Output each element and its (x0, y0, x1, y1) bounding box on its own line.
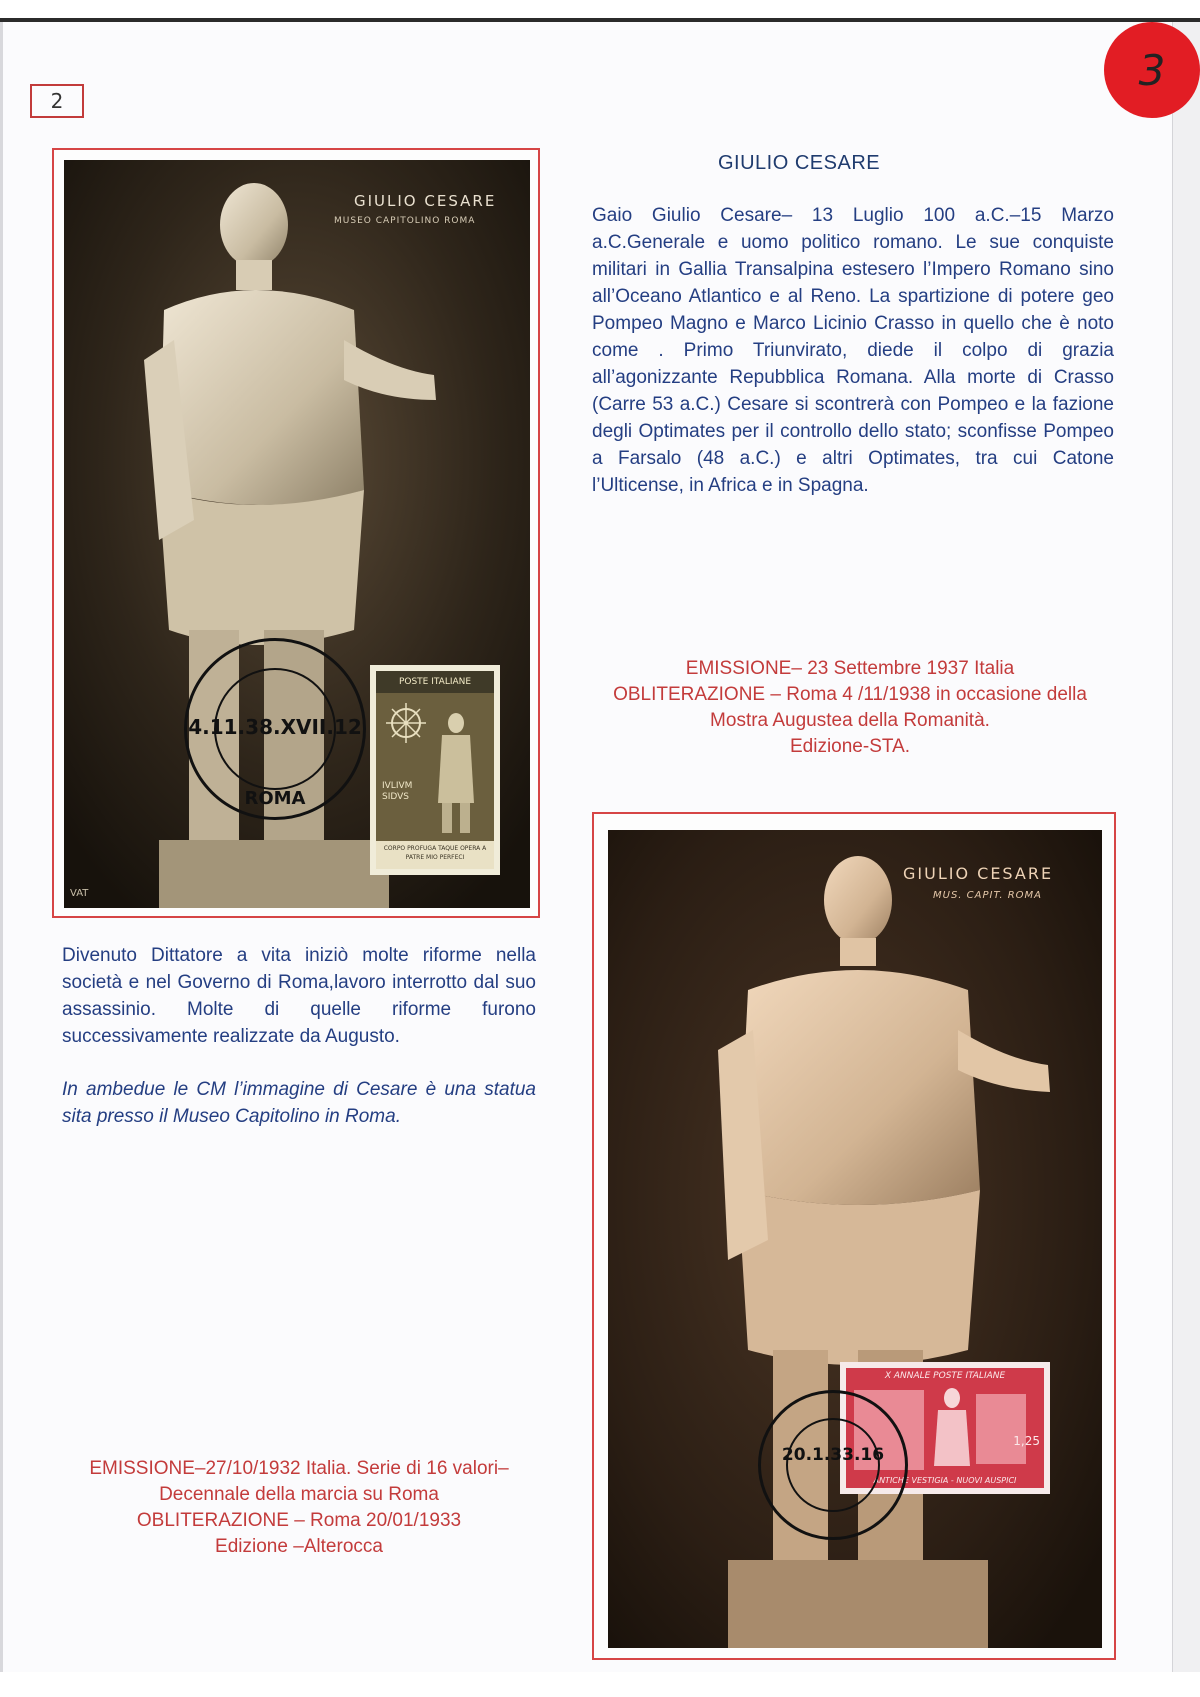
stamp-bimillenario-augusteo (370, 665, 500, 875)
edition-line: Edizione-STA. (789, 736, 911, 757)
sticker-number: 3 (1138, 45, 1166, 95)
left-card-subtitle: MUSEO CAPITOLINO ROMA (334, 216, 476, 226)
publisher-mark: VAT (70, 888, 89, 899)
page-heading: GIULIO CESARE (718, 152, 881, 174)
obliteration-line: OBLITERAZIONE – Roma 20/01/1933 (136, 1510, 462, 1531)
edition-line: Edizione –Alterocca (215, 1536, 383, 1557)
stamp-statue-icon (376, 693, 494, 843)
right-postcard (608, 830, 1102, 1648)
statue-note-italic: In ambedue le CM l’immagine di Cesare è una statua sita presso il Museo Capitolino in Roma. (62, 1079, 536, 1127)
red-sticker (1104, 22, 1200, 118)
emission-note-1932 (58, 1456, 540, 1560)
emission-note-1937 (590, 656, 1110, 760)
right-card-subtitle: MUS. CAPIT. ROMA (933, 890, 1043, 901)
obliteration-line: OBLITERAZIONE – Roma 4 /11/1938 in occasione della Mostra Augustea della Romanità. (613, 684, 1087, 731)
sheet-edge (1172, 22, 1200, 1672)
stamp-inscription: IVLIVM SIDVS (382, 781, 413, 802)
biography-body: – 13 Luglio 100 a.C.–15 Marzo a.C.Generale e uomo politico romano. Le sue conquiste militari in Gallia Transalpina estesero l’Impero Romano sino all’Oceano Atlantico e al Reno. La spartizione di potere geo Pompeo Magno e Marco Licinio Crasso in quello che è noto come . Primo Triunvirato, diede il colpo di grazia all’agonizzante Repubblica Romana. Alla morte di Crasso (Carre 53 a.C.) Cesare si scontrerà con Pompeo e la fazione degli Optimates per il controllo dello stato; sconfisse Pompeo a Farsalo (48 a.C.) e altri Optimates, tra cui Catone l’Ulticense, in Africa e in Spagna. (592, 205, 1114, 496)
postmark-ring-icon (761, 1393, 905, 1537)
left-card-frame (52, 148, 540, 918)
biography-text (592, 202, 1114, 499)
emission-line: EMISSIONE– 23 Settembre 1937 Italia (685, 658, 1015, 679)
stamp-value: 1,25 (1013, 1434, 1040, 1448)
dictator-text: Divenuto Dittatore a vita iniziò molte riforme nella società e nel Governo di Roma,lavoro interrotto dal suo assassinio. Molte di quelle riforme furono successivamente realizzate da Augusto. (62, 945, 536, 1047)
stamp-footer: CORPO PROFUGA TAQUE OPERA A PATRE MIO PERFECI (376, 841, 494, 869)
stamp-header: POSTE ITALIANE (376, 671, 494, 693)
page-number: 2 (50, 89, 64, 113)
stamp-header: X ANNALE POSTE ITALIANE (884, 1371, 1006, 1381)
biography-lead: Gaio Giulio Cesare (592, 205, 782, 226)
stamp-footer: ANTICHE VESTIGIA - NUOVI AUSPICI (873, 1476, 1017, 1485)
left-postcard (64, 160, 530, 908)
right-card-title: GIULIO CESARE (903, 864, 1054, 883)
postmark-roma-1933 (758, 1390, 908, 1540)
postmark-city: ROMA (244, 788, 306, 809)
right-card-frame (592, 812, 1116, 1660)
emission-line: EMISSIONE–27/10/1932 Italia. Serie di 16 valori– Decennale della marcia su Roma (89, 1458, 509, 1505)
left-card-title: GIULIO CESARE (354, 192, 497, 210)
postmark-date: 4.11.38.XVII.12 (188, 715, 362, 739)
page-number-box (30, 84, 84, 118)
postmark-roma-1938 (184, 638, 366, 820)
postmark-date: 20.1.33.16 (781, 1445, 885, 1465)
